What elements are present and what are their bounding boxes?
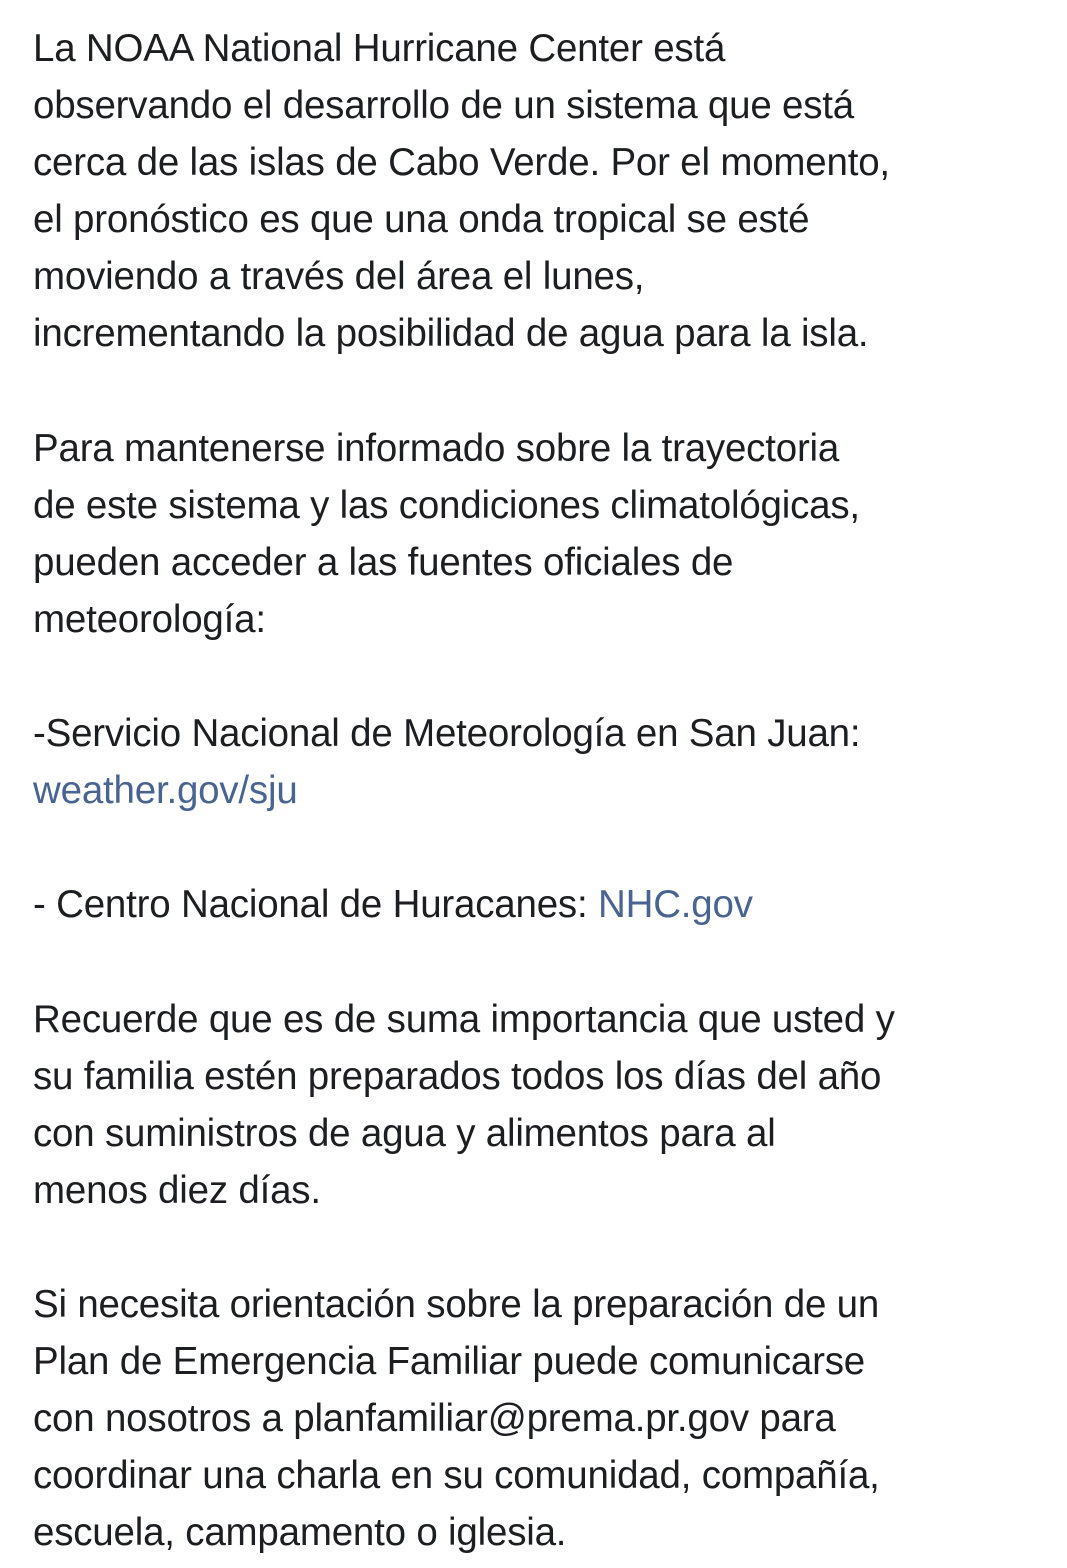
text-line: menos diez días. [33,1168,321,1212]
paragraph-contact [33,1276,1053,1561]
text-line: incrementando la posibilidad de agua para la isla. [33,312,869,356]
text-line: Plan de Emergencia Familiar puede comunicarse [33,1340,866,1384]
text-line: La NOAA National Hurricane Center está [33,27,726,70]
text-line: meteorología: [33,597,266,641]
source-nhc-label: - Centro Nacional de Huracanes: [33,883,598,927]
paragraph-spacer [33,363,1053,420]
paragraph-spacer [33,934,1053,991]
paragraph-info [33,420,1053,648]
text-line: el pronóstico es que una onda tropical se esté [33,198,810,242]
nhc-gov-link[interactable]: NHC.gov [597,883,753,927]
text-line: moviendo a través del área el lunes, [33,255,645,299]
text-line: de este sistema y las condiciones climatológicas, [33,483,860,527]
source-sju-label: -Servicio Nacional de Meteorología en San Juan: [33,712,861,756]
text-line: Recuerde que es de suma importancia que usted y [33,997,895,1041]
text-line: cerca de las islas de Cabo Verde. Por el momento, [33,141,890,185]
text-line: pueden acceder a las fuentes oficiales de [33,540,734,584]
paragraph-spacer [33,648,1053,705]
text-line: Para mantenerse informado sobre la trayectoria [33,426,840,470]
text-line: su familia estén preparados todos los días del año [33,1054,882,1098]
paragraph-intro [33,20,1053,363]
weather-gov-sju-link[interactable]: weather.gov/sju [33,769,298,813]
paragraph-source-nhc [33,876,1053,933]
text-line: coordinar una charla en su comunidad, compañía, [33,1454,880,1498]
paragraph-spacer [33,819,1053,876]
text-line: con suministros de agua y alimentos para al [33,1111,776,1155]
paragraph-spacer [33,1219,1053,1276]
text-line: observando el desarrollo de un sistema que está [33,84,855,128]
text-line: escuela, campamento o iglesia. [33,1511,567,1555]
paragraph-source-sju [33,705,1053,819]
text-line: con nosotros a planfamiliar@prema.pr.gov para [33,1397,836,1441]
paragraph-reminder [33,991,1053,1219]
post-body [33,20,1053,1562]
text-line: Si necesita orientación sobre la preparación de un [33,1283,880,1327]
